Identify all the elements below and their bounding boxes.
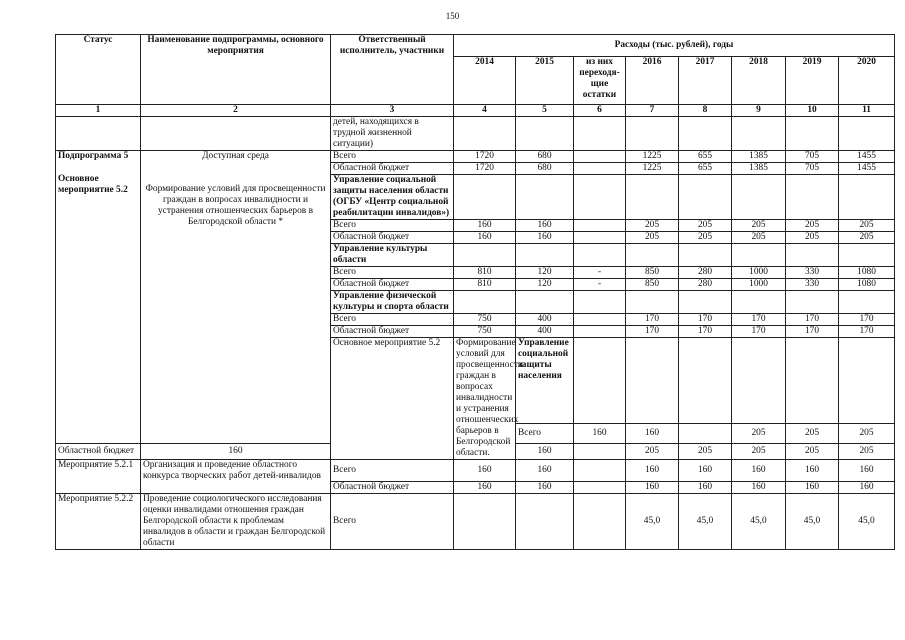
row-label: Всего bbox=[331, 460, 454, 482]
m521-name: Организация и проведение областного конкурса творческих работ детей-инвалидов bbox=[141, 460, 331, 494]
cell-value: 160 bbox=[516, 482, 574, 494]
sub5-name-cell bbox=[141, 151, 331, 444]
cell-value bbox=[574, 494, 626, 550]
row-label: Всего bbox=[331, 494, 454, 550]
executor-heading: Управление физической культуры и спорта области bbox=[331, 291, 454, 314]
cell-value: 280 bbox=[679, 267, 732, 279]
cell-value: 205 bbox=[732, 220, 786, 232]
cell-value: 170 bbox=[839, 314, 895, 326]
cell-value bbox=[574, 482, 626, 494]
cell-value: 655 bbox=[679, 163, 732, 175]
col-index: 10 bbox=[786, 105, 839, 117]
col-index: 3 bbox=[331, 105, 454, 117]
cell-value: 850 bbox=[626, 267, 679, 279]
cell-value: 160 bbox=[574, 424, 626, 444]
cell-value bbox=[574, 460, 626, 482]
row-label: Всего bbox=[516, 424, 574, 444]
cell-value: 45,0 bbox=[786, 494, 839, 550]
executor-heading: Управление социальной защиты населения bbox=[516, 338, 574, 424]
executor-heading: Управление культуры области bbox=[331, 244, 454, 267]
cell-value: 205 bbox=[786, 424, 839, 444]
cell-value: 160 bbox=[454, 482, 516, 494]
cell-value: 160 bbox=[732, 460, 786, 482]
cell-value: 45,0 bbox=[839, 494, 895, 550]
cell-value: 160 bbox=[626, 482, 679, 494]
cell-value: 330 bbox=[786, 279, 839, 291]
m522-name: Проведение социологического исследования оценки инвалидами отношения граждан Белгородской области к проблемам инвалидов в области и граждан Белгородской области bbox=[141, 494, 331, 550]
cell-value: 205 bbox=[626, 232, 679, 244]
table-row bbox=[56, 151, 895, 163]
header-year-2015: 2015 bbox=[516, 57, 574, 105]
sub5-name-title: Доступная среда bbox=[202, 151, 269, 161]
row-label: Областной бюджет bbox=[331, 232, 454, 244]
cell-value bbox=[574, 326, 626, 338]
cell-value: 655 bbox=[679, 151, 732, 163]
cell-value: 850 bbox=[626, 279, 679, 291]
m521-status: Мероприятие 5.2.1 bbox=[56, 460, 141, 494]
row-label: Областной бюджет bbox=[331, 163, 454, 175]
continuation-text: детей, находящихся в трудной жизненной ситуации) bbox=[331, 117, 454, 151]
header-year-2014: 2014 bbox=[454, 57, 516, 105]
cell-value: 170 bbox=[786, 314, 839, 326]
budget-table bbox=[55, 34, 895, 550]
col-index: 8 bbox=[679, 105, 732, 117]
col-index: 7 bbox=[626, 105, 679, 117]
cell-value bbox=[574, 232, 626, 244]
cell-value: 1000 bbox=[732, 279, 786, 291]
cell-value: 1720 bbox=[454, 151, 516, 163]
cell-value: 1000 bbox=[732, 267, 786, 279]
cell-value: 1225 bbox=[626, 151, 679, 163]
sub5-status-cell bbox=[56, 151, 141, 444]
cell-value: 810 bbox=[454, 267, 516, 279]
cell-value: 205 bbox=[786, 232, 839, 244]
cell-value: 160 bbox=[679, 482, 732, 494]
table-row bbox=[56, 460, 895, 482]
cell-value bbox=[454, 494, 516, 550]
cell-value: 45,0 bbox=[732, 494, 786, 550]
row-label: Всего bbox=[331, 314, 454, 326]
cell-value: 1455 bbox=[839, 151, 895, 163]
col-index: 1 bbox=[56, 105, 141, 117]
row-label: Областной бюджет bbox=[331, 482, 454, 494]
cell-value bbox=[516, 494, 574, 550]
table-row bbox=[56, 494, 895, 550]
header-year-2018: 2018 bbox=[732, 57, 786, 105]
cell-value: 120 bbox=[516, 279, 574, 291]
m522-status: Мероприятие 5.2.2 bbox=[56, 494, 141, 550]
column-index-row bbox=[56, 105, 895, 117]
cell-value: 160 bbox=[141, 444, 331, 460]
cell-value: 1080 bbox=[839, 267, 895, 279]
executor-heading: Управление социальной защиты населения области (ОГБУ «Центр социальной реабилитации инвалидов») bbox=[331, 175, 454, 220]
cell-value: 170 bbox=[679, 314, 732, 326]
cell-value bbox=[574, 151, 626, 163]
cell-value: 160 bbox=[516, 232, 574, 244]
cell-value: 45,0 bbox=[679, 494, 732, 550]
cell-value: 280 bbox=[679, 279, 732, 291]
cell-value: 160 bbox=[626, 424, 679, 444]
cell-value: 205 bbox=[786, 444, 839, 460]
cell-value: 160 bbox=[516, 460, 574, 482]
header-carryover: из них переходя-щие остатки bbox=[574, 57, 626, 105]
row-label: Всего bbox=[331, 151, 454, 163]
cell-value: 205 bbox=[732, 232, 786, 244]
cell-value bbox=[574, 314, 626, 326]
cell-value: 160 bbox=[679, 460, 732, 482]
row-label: Областной бюджет bbox=[56, 444, 141, 460]
cell-value: 1720 bbox=[454, 163, 516, 175]
cell-value: 205 bbox=[839, 424, 895, 444]
cell-value bbox=[679, 424, 732, 444]
cell-value: 160 bbox=[732, 482, 786, 494]
sub5-status-sub: Основное мероприятие 5.2 bbox=[58, 174, 128, 195]
cell-value: 170 bbox=[679, 326, 732, 338]
header-year-2020: 2020 bbox=[839, 57, 895, 105]
header-status: Статус bbox=[56, 35, 141, 105]
col-index: 2 bbox=[141, 105, 331, 117]
header-name: Наименование подпрограммы, основного мероприятия bbox=[141, 35, 331, 105]
row-label: Областной бюджет bbox=[331, 279, 454, 291]
cell-value: 205 bbox=[839, 232, 895, 244]
cell-value: 205 bbox=[679, 220, 732, 232]
cell-value: 160 bbox=[626, 460, 679, 482]
header-expenses: Расходы (тыс. рублей), годы bbox=[454, 35, 895, 57]
cell-value: 170 bbox=[732, 314, 786, 326]
cell-value: 205 bbox=[732, 424, 786, 444]
cell-value: 120 bbox=[516, 267, 574, 279]
cell-value: 750 bbox=[454, 326, 516, 338]
cell-value: 1385 bbox=[732, 163, 786, 175]
header-year-2017: 2017 bbox=[679, 57, 732, 105]
row-label: Всего bbox=[331, 220, 454, 232]
cell-value: 705 bbox=[786, 163, 839, 175]
cell-value: 170 bbox=[626, 326, 679, 338]
sub5-name-sub: Формирование условий для просвещенности граждан в вопросах инвалидности и устранения отношенческих барьеров в Белгородской области * bbox=[145, 184, 326, 227]
cell-value: - bbox=[574, 279, 626, 291]
cell-value: 160 bbox=[454, 220, 516, 232]
cell-value: 750 bbox=[454, 314, 516, 326]
cell-value: 170 bbox=[786, 326, 839, 338]
col-index: 6 bbox=[574, 105, 626, 117]
cell-value: - bbox=[574, 267, 626, 279]
page-number: 150 bbox=[445, 11, 460, 21]
cell-value: 680 bbox=[516, 163, 574, 175]
col-index: 5 bbox=[516, 105, 574, 117]
cell-value: 400 bbox=[516, 326, 574, 338]
cell-value: 170 bbox=[839, 326, 895, 338]
cell-value: 205 bbox=[626, 220, 679, 232]
cell-value: 205 bbox=[626, 444, 679, 460]
cell-value: 160 bbox=[454, 460, 516, 482]
cell-value bbox=[574, 163, 626, 175]
cell-value: 1080 bbox=[839, 279, 895, 291]
cell-value: 330 bbox=[786, 267, 839, 279]
cell-value: 160 bbox=[516, 220, 574, 232]
cell-value: 810 bbox=[454, 279, 516, 291]
cell-value: 160 bbox=[786, 460, 839, 482]
cell-value: 160 bbox=[839, 460, 895, 482]
cell-value: 205 bbox=[732, 444, 786, 460]
continuation-row bbox=[56, 117, 895, 151]
row-label: Всего bbox=[331, 267, 454, 279]
cell-value: 1225 bbox=[626, 163, 679, 175]
cell-value: 1385 bbox=[732, 151, 786, 163]
col-index: 9 bbox=[732, 105, 786, 117]
header-year-2016: 2016 bbox=[626, 57, 679, 105]
cell-value: 205 bbox=[679, 232, 732, 244]
cell-value: 170 bbox=[626, 314, 679, 326]
cell-value: 160 bbox=[786, 482, 839, 494]
cell-value: 170 bbox=[732, 326, 786, 338]
header-year-2019: 2019 bbox=[786, 57, 839, 105]
cell-value bbox=[574, 220, 626, 232]
col-index: 4 bbox=[454, 105, 516, 117]
header-executor: Ответственный исполнитель, участники bbox=[331, 35, 454, 105]
cell-value: 160 bbox=[454, 232, 516, 244]
main52-name: Формирование условий для просвещенности граждан в вопросах инвалидности и устранения отношенческих барьеров в Белгородской области. bbox=[454, 338, 516, 460]
cell-value: 400 bbox=[516, 314, 574, 326]
cell-value: 160 bbox=[516, 444, 574, 460]
cell-value: 160 bbox=[839, 482, 895, 494]
cell-value: 1455 bbox=[839, 163, 895, 175]
col-index: 11 bbox=[839, 105, 895, 117]
cell-value: 680 bbox=[516, 151, 574, 163]
row-label: Областной бюджет bbox=[331, 326, 454, 338]
cell-value: 205 bbox=[679, 444, 732, 460]
cell-value: 705 bbox=[786, 151, 839, 163]
cell-value: 205 bbox=[786, 220, 839, 232]
cell-value: 45,0 bbox=[626, 494, 679, 550]
cell-value bbox=[574, 444, 626, 460]
cell-value: 205 bbox=[839, 220, 895, 232]
cell-value: 205 bbox=[839, 444, 895, 460]
main52-status: Основное мероприятие 5.2 bbox=[331, 338, 454, 460]
sub5-status-title: Подпрограмма 5 bbox=[58, 151, 129, 161]
